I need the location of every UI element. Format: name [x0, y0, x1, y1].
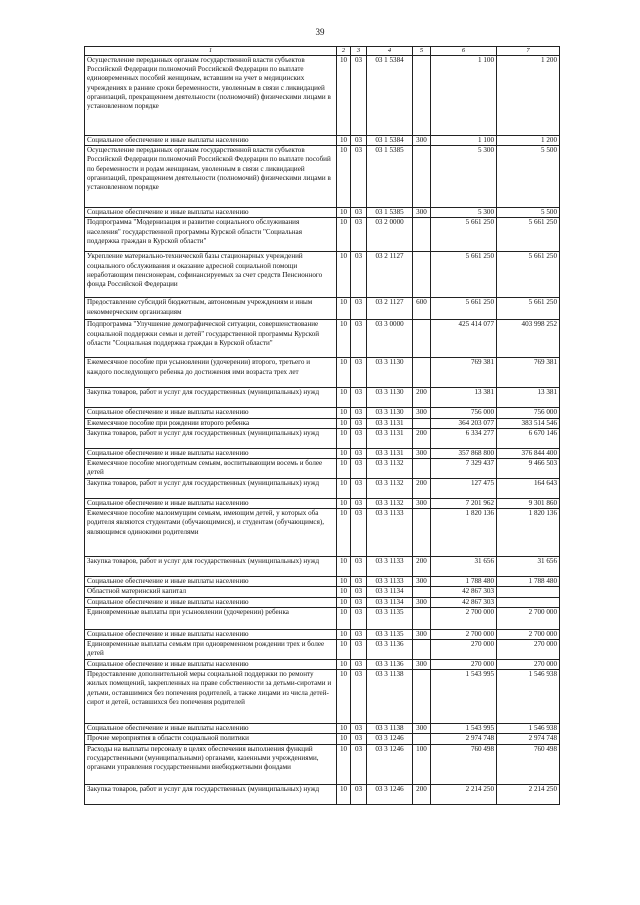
- target-code: 03 3 1246: [367, 734, 413, 744]
- column-header-5: 5: [413, 47, 431, 56]
- amount-2016: 1 546 938: [497, 724, 560, 734]
- section-code: 10: [337, 744, 351, 784]
- row-name: Закупка товаров, работ и услуг для государственных (муниципальных) нужд: [85, 479, 337, 499]
- expense-type: [413, 146, 431, 208]
- subsection-code: 03: [351, 499, 367, 509]
- target-code: 03 3 1131: [367, 428, 413, 448]
- amount-2016: 1 546 938: [497, 670, 560, 724]
- row-name: Ежемесячное пособие при усыновлении (удочерении) второго, третьего и каждого последующего ребенка до достижения ими возраста трех лет: [85, 358, 337, 388]
- expense-type: [413, 509, 431, 557]
- row-name: Областной материнский капитал: [85, 587, 337, 597]
- target-code: 03 2 0000: [367, 218, 413, 252]
- target-code: 03 3 1133: [367, 577, 413, 587]
- expense-type: 200: [413, 557, 431, 577]
- target-code: 03 3 1130: [367, 358, 413, 388]
- table-row: [85, 146, 560, 208]
- column-header-7: 7: [497, 47, 560, 56]
- amount-2015: 1 100: [431, 56, 497, 136]
- table-row: [85, 479, 560, 499]
- row-name: Социальное обеспечение и иные выплаты населению: [85, 408, 337, 418]
- table-row: [85, 459, 560, 479]
- section-code: 10: [337, 358, 351, 388]
- target-code: 03 1 5384: [367, 56, 413, 136]
- amount-2016: 5 500: [497, 208, 560, 218]
- section-code: 10: [337, 418, 351, 428]
- subsection-code: 03: [351, 577, 367, 587]
- amount-2016: [497, 597, 560, 607]
- section-code: 10: [337, 629, 351, 639]
- table-row: [85, 607, 560, 629]
- expense-type: 300: [413, 408, 431, 418]
- amount-2015: 13 381: [431, 388, 497, 408]
- table-row: [85, 208, 560, 218]
- subsection-code: 03: [351, 587, 367, 597]
- amount-2016: 5 500: [497, 146, 560, 208]
- row-name: Ежемесячное пособие малоимущим семьям, имеющим детей, у которых оба родителя являются студентами (обучающимися), и студентам (обучающимся), являющимся одинокими родителями: [85, 509, 337, 557]
- row-name: Укрепление материально-технической базы стационарных учреждений социального обслуживания и оказание адресной социальной помощи неработающим пенсионерам, софинансируемых за счет средств Пенсионного фонда Российской Федерации: [85, 252, 337, 298]
- expense-type: 200: [413, 428, 431, 448]
- row-name: Предоставление дополнительной меры социальной поддержки по ремонту жилых помещений, закрепленных на праве собственности за детьми-сиротами и детьми, оставшимися без попечения родителей, а также лицами из числа детей-сирот и детей, оставшихся без попечения родителей: [85, 670, 337, 724]
- amount-2015: 1 820 136: [431, 509, 497, 557]
- amount-2015: 364 203 077: [431, 418, 497, 428]
- subsection-code: 03: [351, 448, 367, 458]
- table-row: [85, 784, 560, 804]
- expense-type: [413, 459, 431, 479]
- table-row: [85, 734, 560, 744]
- target-code: 03 3 1132: [367, 499, 413, 509]
- target-code: 03 3 1134: [367, 587, 413, 597]
- target-code: 03 3 1135: [367, 629, 413, 639]
- expense-type: [413, 358, 431, 388]
- row-name: Социальное обеспечение и иные выплаты населению: [85, 577, 337, 587]
- amount-2016: 2 700 000: [497, 607, 560, 629]
- target-code: 03 2 1127: [367, 252, 413, 298]
- target-code: 03 3 1136: [367, 660, 413, 670]
- row-name: Закупка товаров, работ и услуг для государственных (муниципальных) нужд: [85, 557, 337, 577]
- subsection-code: 03: [351, 784, 367, 804]
- amount-2016: 1 200: [497, 56, 560, 136]
- section-code: 10: [337, 670, 351, 724]
- section-code: 10: [337, 146, 351, 208]
- amount-2015: 425 414 077: [431, 320, 497, 358]
- amount-2016: 9 301 860: [497, 499, 560, 509]
- subsection-code: 03: [351, 670, 367, 724]
- table-row: [85, 744, 560, 784]
- table-body: [85, 56, 560, 805]
- column-header-6: 6: [431, 47, 497, 56]
- column-header-3: 3: [351, 47, 367, 56]
- section-code: 10: [337, 388, 351, 408]
- row-name: Социальное обеспечение и иные выплаты населению: [85, 724, 337, 734]
- amount-2015: 5 300: [431, 208, 497, 218]
- amount-2015: 6 334 277: [431, 428, 497, 448]
- subsection-code: 03: [351, 629, 367, 639]
- subsection-code: 03: [351, 388, 367, 408]
- amount-2016: 6 670 146: [497, 428, 560, 448]
- section-code: 10: [337, 298, 351, 320]
- amount-2015: 270 000: [431, 660, 497, 670]
- section-code: 10: [337, 509, 351, 557]
- section-code: 10: [337, 448, 351, 458]
- subsection-code: 03: [351, 724, 367, 734]
- target-code: 03 3 1246: [367, 744, 413, 784]
- subsection-code: 03: [351, 146, 367, 208]
- expense-type: [413, 320, 431, 358]
- subsection-code: 03: [351, 640, 367, 660]
- expense-type: 300: [413, 724, 431, 734]
- section-code: 10: [337, 56, 351, 136]
- subsection-code: 03: [351, 358, 367, 388]
- table-row: [85, 577, 560, 587]
- expense-type: 300: [413, 660, 431, 670]
- row-name: Осуществление переданных органам государственной власти субъектов Российской Федерации полномочий Российской Федерации по выплате единовременных пособий женщинам, вставшим на учет в медицинских учреждениях в ранние сроки беременности, уволенным в связи с ликвидацией организаций, прекращением деятельности (полномочий) физическими лицами в установленном порядке: [85, 56, 337, 136]
- subsection-code: 03: [351, 459, 367, 479]
- subsection-code: 03: [351, 298, 367, 320]
- column-header-2: 2: [337, 47, 351, 56]
- amount-2016: 760 498: [497, 744, 560, 784]
- section-code: 10: [337, 252, 351, 298]
- table-row: [85, 499, 560, 509]
- table-row: [85, 509, 560, 557]
- subsection-code: 03: [351, 218, 367, 252]
- row-name: Закупка товаров, работ и услуг для государственных (муниципальных) нужд: [85, 388, 337, 408]
- amount-2016: 756 000: [497, 408, 560, 418]
- section-code: 10: [337, 640, 351, 660]
- expense-type: 300: [413, 577, 431, 587]
- amount-2016: 2 214 250: [497, 784, 560, 804]
- section-code: 10: [337, 660, 351, 670]
- row-name: Подпрограмма "Улучшение демографической ситуации, совершенствование социальной поддержки семьи и детей" государственной программы Курской области "Социальная поддержка граждан в Курской области": [85, 320, 337, 358]
- amount-2015: 1 100: [431, 136, 497, 146]
- amount-2016: 1 820 136: [497, 509, 560, 557]
- expense-type: 600: [413, 298, 431, 320]
- target-code: 03 3 1131: [367, 448, 413, 458]
- amount-2015: 2 700 000: [431, 629, 497, 639]
- row-name: Единовременные выплаты при усыновлении (удочерении) ребенка: [85, 607, 337, 629]
- amount-2015: 357 868 800: [431, 448, 497, 458]
- section-code: 10: [337, 136, 351, 146]
- table-row: [85, 388, 560, 408]
- amount-2016: 1 200: [497, 136, 560, 146]
- subsection-code: 03: [351, 408, 367, 418]
- section-code: 10: [337, 784, 351, 804]
- expense-type: [413, 670, 431, 724]
- amount-2015: 7 201 962: [431, 499, 497, 509]
- amount-2016: 1 788 480: [497, 577, 560, 587]
- amount-2016: 164 643: [497, 479, 560, 499]
- amount-2016: 2 700 000: [497, 629, 560, 639]
- expense-type: [413, 418, 431, 428]
- subsection-code: 03: [351, 607, 367, 629]
- section-code: 10: [337, 320, 351, 358]
- table-row: [85, 252, 560, 298]
- amount-2016: 383 514 546: [497, 418, 560, 428]
- target-code: 03 2 1127: [367, 298, 413, 320]
- target-code: 03 3 1132: [367, 479, 413, 499]
- table-row: [85, 298, 560, 320]
- row-name: Закупка товаров, работ и услуг для государственных (муниципальных) нужд: [85, 428, 337, 448]
- table-row: [85, 218, 560, 252]
- subsection-code: 03: [351, 509, 367, 557]
- amount-2016: 13 381: [497, 388, 560, 408]
- expense-type: 300: [413, 136, 431, 146]
- table-row: [85, 557, 560, 577]
- amount-2015: 7 329 437: [431, 459, 497, 479]
- section-code: 10: [337, 459, 351, 479]
- amount-2015: 5 661 250: [431, 252, 497, 298]
- row-name: Ежемесячное пособие при рождении второго ребенка: [85, 418, 337, 428]
- subsection-code: 03: [351, 320, 367, 358]
- target-code: 03 3 1133: [367, 557, 413, 577]
- expense-type: [413, 734, 431, 744]
- amount-2015: 127 475: [431, 479, 497, 499]
- amount-2015: 2 974 748: [431, 734, 497, 744]
- budget-table: [84, 46, 560, 805]
- expense-type: 300: [413, 448, 431, 458]
- row-name: Социальное обеспечение и иные выплаты населению: [85, 629, 337, 639]
- subsection-code: 03: [351, 56, 367, 136]
- section-code: 10: [337, 597, 351, 607]
- target-code: 03 3 1136: [367, 640, 413, 660]
- subsection-code: 03: [351, 660, 367, 670]
- subsection-code: 03: [351, 479, 367, 499]
- page-number: 39: [315, 27, 325, 37]
- amount-2016: 769 381: [497, 358, 560, 388]
- subsection-code: 03: [351, 252, 367, 298]
- section-code: 10: [337, 408, 351, 418]
- section-code: 10: [337, 577, 351, 587]
- table-row: [85, 136, 560, 146]
- table-row: [85, 418, 560, 428]
- expense-type: 300: [413, 629, 431, 639]
- amount-2015: 769 381: [431, 358, 497, 388]
- amount-2015: 5 300: [431, 146, 497, 208]
- row-name: Социальное обеспечение и иные выплаты населению: [85, 660, 337, 670]
- table-row: [85, 660, 560, 670]
- amount-2016: 2 974 748: [497, 734, 560, 744]
- row-name: Предоставление субсидий бюджетным, автономным учреждениям и иным некоммерческим организациям: [85, 298, 337, 320]
- expense-type: 200: [413, 388, 431, 408]
- expense-type: 200: [413, 784, 431, 804]
- amount-2016: 31 656: [497, 557, 560, 577]
- table-row: [85, 428, 560, 448]
- target-code: 03 3 1133: [367, 509, 413, 557]
- expense-type: 200: [413, 479, 431, 499]
- section-code: 10: [337, 587, 351, 597]
- target-code: 03 3 1131: [367, 418, 413, 428]
- target-code: 03 3 1135: [367, 607, 413, 629]
- amount-2016: 403 998 252: [497, 320, 560, 358]
- subsection-code: 03: [351, 557, 367, 577]
- target-code: 03 3 0000: [367, 320, 413, 358]
- amount-2016: 5 661 250: [497, 252, 560, 298]
- row-name: Социальное обеспечение и иные выплаты населению: [85, 136, 337, 146]
- expense-type: [413, 56, 431, 136]
- amount-2015: 2 214 250: [431, 784, 497, 804]
- table-row: [85, 408, 560, 418]
- expense-type: 300: [413, 597, 431, 607]
- expense-type: [413, 607, 431, 629]
- table-row: [85, 670, 560, 724]
- row-name: Социальное обеспечение и иные выплаты населению: [85, 499, 337, 509]
- target-code: 03 3 1246: [367, 784, 413, 804]
- amount-2015: 5 661 250: [431, 218, 497, 252]
- section-code: 10: [337, 607, 351, 629]
- amount-2016: 9 466 503: [497, 459, 560, 479]
- row-name: Социальное обеспечение и иные выплаты населению: [85, 448, 337, 458]
- amount-2015: 31 656: [431, 557, 497, 577]
- amount-2015: 42 867 303: [431, 597, 497, 607]
- target-code: 03 3 1130: [367, 388, 413, 408]
- section-code: 10: [337, 557, 351, 577]
- table-row: [85, 640, 560, 660]
- amount-2015: 270 000: [431, 640, 497, 660]
- row-name: Осуществление переданных органам государственной власти субъектов Российской Федерации полномочий Российской Федерации по выплате пособий по беременности и родам женщинам, уволенным в связи с ликвидацией организаций, прекращением деятельности (полномочий) физическими лицами в установленном порядке: [85, 146, 337, 208]
- target-code: 03 1 5384: [367, 136, 413, 146]
- amount-2016: 5 661 250: [497, 218, 560, 252]
- section-code: 10: [337, 208, 351, 218]
- row-name: Прочие мероприятия в области социальной политики: [85, 734, 337, 744]
- target-code: 03 3 1132: [367, 459, 413, 479]
- subsection-code: 03: [351, 428, 367, 448]
- table-row: [85, 320, 560, 358]
- subsection-code: 03: [351, 597, 367, 607]
- row-name: Ежемесячное пособие многодетным семьям, воспитывающим восемь и более детей: [85, 459, 337, 479]
- row-name: Расходы на выплаты персоналу в целях обеспечения выполнения функций государственными (муниципальными) органами, казенными учреждениями, органами управления государственными внебюджетными фондами: [85, 744, 337, 784]
- section-code: 10: [337, 724, 351, 734]
- amount-2016: 270 000: [497, 660, 560, 670]
- target-code: 03 3 1138: [367, 670, 413, 724]
- amount-2015: 1 543 995: [431, 670, 497, 724]
- expense-type: [413, 640, 431, 660]
- section-code: 10: [337, 499, 351, 509]
- section-code: 10: [337, 218, 351, 252]
- target-code: 03 3 1138: [367, 724, 413, 734]
- amount-2016: 270 000: [497, 640, 560, 660]
- target-code: 03 1 5385: [367, 208, 413, 218]
- subsection-code: 03: [351, 418, 367, 428]
- amount-2015: 760 498: [431, 744, 497, 784]
- expense-type: [413, 587, 431, 597]
- subsection-code: 03: [351, 136, 367, 146]
- target-code: 03 3 1130: [367, 408, 413, 418]
- subsection-code: 03: [351, 208, 367, 218]
- row-name: Социальное обеспечение и иные выплаты населению: [85, 208, 337, 218]
- table-row: [85, 587, 560, 597]
- header-row: [85, 47, 560, 56]
- subsection-code: 03: [351, 734, 367, 744]
- expense-type: [413, 218, 431, 252]
- amount-2015: 756 000: [431, 408, 497, 418]
- amount-2016: 5 661 250: [497, 298, 560, 320]
- section-code: 10: [337, 734, 351, 744]
- table-row: [85, 597, 560, 607]
- amount-2015: 2 700 000: [431, 607, 497, 629]
- row-name: Подпрограмма "Модернизация и развитие социального обслуживания населения" государственной программы Курской области "Социальная поддержка граждан в Курской области": [85, 218, 337, 252]
- amount-2015: 1 543 995: [431, 724, 497, 734]
- target-code: 03 3 1134: [367, 597, 413, 607]
- amount-2016: [497, 587, 560, 597]
- column-header-1: 1: [85, 47, 337, 56]
- row-name: Социальное обеспечение и иные выплаты населению: [85, 597, 337, 607]
- table-row: [85, 448, 560, 458]
- table-row: [85, 629, 560, 639]
- amount-2015: 1 788 480: [431, 577, 497, 587]
- section-code: 10: [337, 428, 351, 448]
- expense-type: [413, 252, 431, 298]
- amount-2016: 376 844 400: [497, 448, 560, 458]
- amount-2015: 5 661 250: [431, 298, 497, 320]
- amount-2015: 42 867 303: [431, 587, 497, 597]
- row-name: Единовременные выплаты семьям при одновременном рождении трех и более детей: [85, 640, 337, 660]
- column-header-4: 4: [367, 47, 413, 56]
- expense-type: 100: [413, 744, 431, 784]
- row-name: Закупка товаров, работ и услуг для государственных (муниципальных) нужд: [85, 784, 337, 804]
- expense-type: 300: [413, 499, 431, 509]
- target-code: 03 1 5385: [367, 146, 413, 208]
- table-row: [85, 358, 560, 388]
- expense-type: 300: [413, 208, 431, 218]
- subsection-code: 03: [351, 744, 367, 784]
- table-row: [85, 724, 560, 734]
- table-row: [85, 56, 560, 136]
- section-code: 10: [337, 479, 351, 499]
